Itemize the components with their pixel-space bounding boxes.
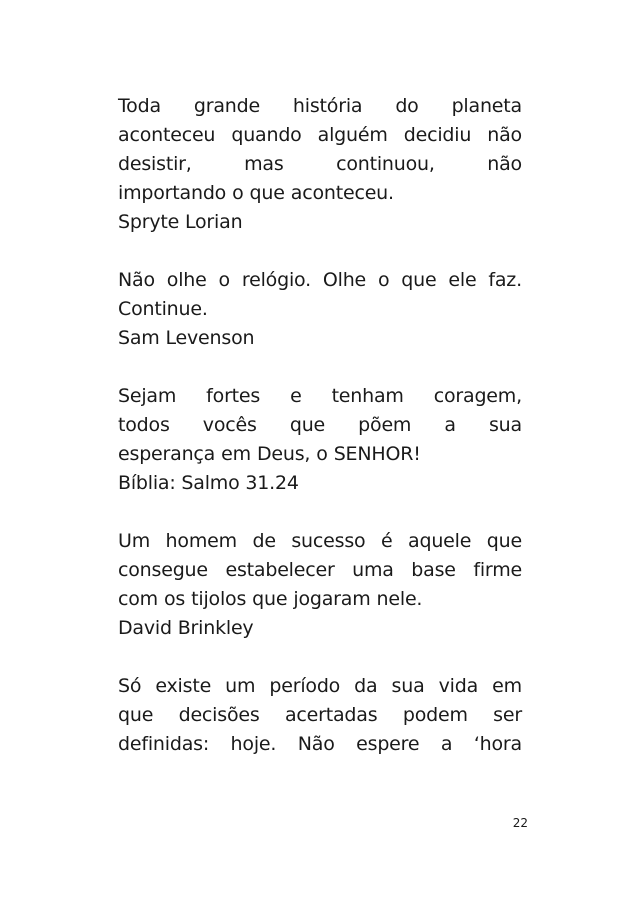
quote-author: Sam Levenson (118, 327, 255, 349)
quote-line: que decisões acertadas podem ser (118, 704, 522, 726)
quote-block (118, 382, 522, 498)
quote-block (118, 672, 522, 759)
page-body (118, 92, 522, 788)
quote-line: esperança em Deus, o SENHOR! (118, 443, 421, 465)
quote-line: Continue. (118, 298, 208, 320)
quote-line: importando o que aconteceu. (118, 182, 394, 204)
quote-line: Toda grande história do planeta (118, 95, 522, 117)
quote-author: Bíblia: Salmo 31.24 (118, 472, 299, 494)
quote-line: Só existe um período da sua vida em (118, 675, 522, 697)
quote-line: com os tijolos que jogaram nele. (118, 588, 423, 610)
quote-block (118, 92, 522, 237)
quote-text (118, 92, 522, 208)
quote-text (118, 266, 522, 324)
quote-line: consegue estabelecer uma base firme (118, 559, 522, 581)
quote-author: David Brinkley (118, 617, 254, 639)
quote-line: Um homem de sucesso é aquele que (118, 530, 522, 552)
quote-block (118, 266, 522, 353)
quote-line: aconteceu quando alguém decidiu não (118, 124, 522, 146)
page-number: 22 (512, 816, 528, 830)
quote-text (118, 382, 522, 469)
quote-text (118, 527, 522, 614)
quote-line: todos vocês que põem a sua (118, 414, 522, 436)
quote-line: Não olhe o relógio. Olhe o que ele faz. (118, 269, 522, 291)
quote-line: Sejam fortes e tenham coragem, (118, 385, 522, 407)
quote-line: desistir, mas continuou, não (118, 153, 522, 175)
quote-author: Spryte Lorian (118, 211, 243, 233)
quote-line: definidas: hoje. Não espere a ‘hora (118, 733, 522, 755)
quote-text (118, 672, 522, 759)
quote-block (118, 527, 522, 643)
